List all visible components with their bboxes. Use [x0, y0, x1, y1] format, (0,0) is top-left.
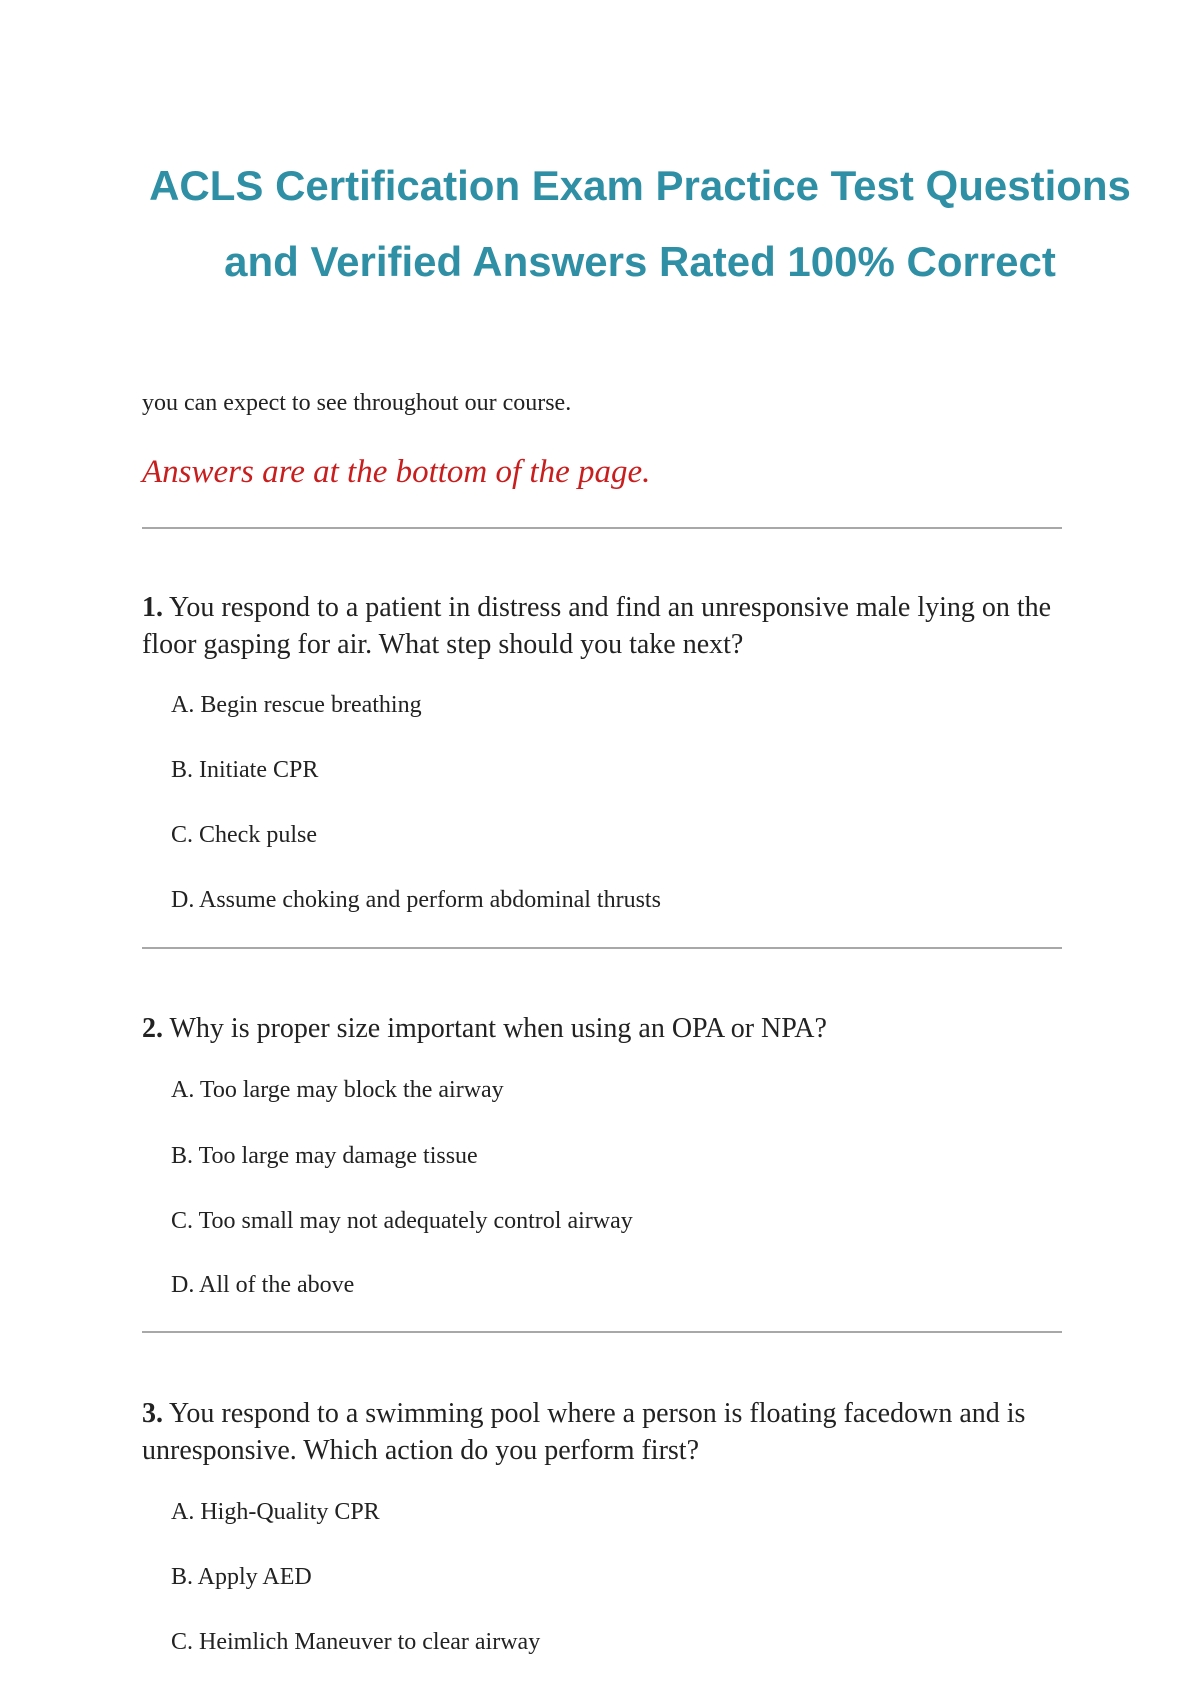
question-text: Why is proper size important when using an OPA or NPA?	[169, 1013, 827, 1044]
title-line-1: ACLS Certification Exam Practice Test Questions	[149, 162, 1131, 209]
divider	[142, 947, 1062, 949]
intro-text: you can expect to see throughout our course.	[142, 390, 572, 416]
option-1a: A. Begin rescue breathing	[171, 692, 422, 718]
option-1c: C. Check pulse	[171, 822, 317, 848]
option-2a: A. Too large may block the airway	[171, 1077, 504, 1103]
question-number: 3.	[142, 1398, 163, 1429]
option-2b: B. Too large may damage tissue	[171, 1143, 478, 1169]
question-number: 1.	[142, 592, 163, 623]
question-text: You respond to a swimming pool where a person is floating facedown and is unresponsive. Which action do you perform first?	[142, 1398, 1026, 1466]
option-1d: D. Assume choking and perform abdominal thrusts	[171, 887, 661, 913]
option-2d: D. All of the above	[171, 1272, 355, 1298]
option-1b: B. Initiate CPR	[171, 757, 319, 783]
title-line-2: and Verified Answers Rated 100% Correct	[224, 238, 1056, 285]
option-3a: A. High-Quality CPR	[171, 1499, 380, 1525]
question-number: 2.	[142, 1013, 163, 1044]
option-3c: C. Heimlich Maneuver to clear airway	[171, 1629, 541, 1655]
option-3b: B. Apply AED	[171, 1564, 312, 1590]
question-3	[142, 1395, 1062, 1469]
option-2c: C. Too small may not adequately control airway	[171, 1208, 633, 1234]
document-title	[120, 148, 1160, 300]
divider	[142, 527, 1062, 529]
answers-note: Answers are at the bottom of the page.	[142, 454, 651, 490]
question-text: You respond to a patient in distress and find an unresponsive male lying on the floor gasping for air. What step should you take next?	[142, 592, 1052, 660]
question-2	[142, 1010, 1062, 1047]
divider	[142, 1331, 1062, 1333]
question-1	[142, 589, 1062, 663]
